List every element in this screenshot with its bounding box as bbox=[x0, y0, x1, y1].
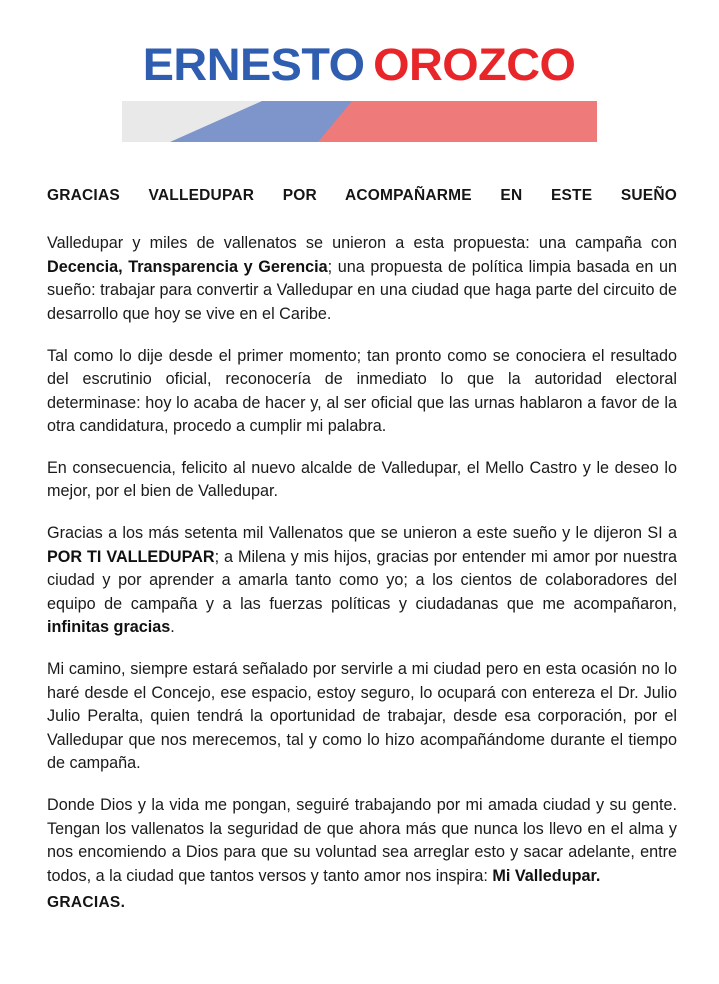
text-run: Tal como lo dije desde el primer momento; tan pronto como se conociera el resultado del escrutinio oficial, reconocería de inmediato lo que la autoridad electoral determinase: hoy lo acaba de hacer y, al ser oficial que las urnas hablaron a favor de la otra candidatura, procedo a cumplir mi palabra. bbox=[47, 346, 677, 436]
bar-red-segment bbox=[318, 101, 597, 142]
paragraph-2 bbox=[47, 345, 677, 439]
letter-body bbox=[47, 186, 677, 888]
text-run: Donde Dios y la vida me pongan, seguiré trabajando por mi amada ciudad y su gente. Tengan los vallenatos la seguridad de que ahora más que nunca los llevo en el alma y nos encomiendo a Dios para que su voluntad sea arreglar esto y sacar adelante, entre todos, a la ciudad que tantos versos y tanto amor nos inspira: bbox=[47, 796, 677, 885]
text-run: ; a Milena y mis hijos, gracias por entender mi amor por nuestra ciudad y por aprender a amarla tanto como yo; a los cientos de colaboradores del equipo de campaña y a las fuerzas políticas y ciudadanas que me acompañaron, bbox=[47, 547, 678, 613]
text-run: . bbox=[170, 618, 175, 637]
text-run: Mi camino, siempre estará señalado por servirle a mi ciudad pero en esta ocasión no lo haré desde el Concejo, ese espacio, estoy seguro, lo ocupará con entereza el Dr. Julio Julio Peralta, quien tendrá la oportunidad de trabajar, desde esa corporación, por el Valledupar que nos merecemos, tal y como lo hizo acompañándome durante el tiempo de campaña. bbox=[47, 660, 677, 773]
campaign-logo-wordmark bbox=[122, 38, 597, 90]
paragraph-4 bbox=[47, 522, 677, 640]
logo-first-name: ERNESTO bbox=[142, 38, 365, 90]
logo-last-name: OROZCO bbox=[373, 38, 576, 90]
emphasis-run: POR TI VALLEDUPAR bbox=[47, 547, 215, 566]
paragraph-3 bbox=[47, 457, 677, 504]
text-run: ; una propuesta de política limpia basada en un sueño: trabajar para convertir a Valledupar en una ciudad que haga parte del circuito de desarrollo que hoy se vive en el Caribe. bbox=[47, 257, 677, 323]
paragraph-5 bbox=[47, 658, 677, 776]
emphasis-run: infinitas gracias bbox=[47, 618, 171, 637]
letterhead bbox=[0, 0, 719, 160]
emphasis-run: Mi Valledupar. bbox=[492, 866, 601, 885]
text-run: Gracias a los más setenta mil Vallenatos que se unieron a este sueño y le dijeron SI a bbox=[47, 524, 677, 543]
paragraph-6 bbox=[47, 794, 677, 888]
page-title: GRACIAS VALLEDUPAR POR ACOMPAÑARME EN ESTE SUEÑO bbox=[47, 187, 677, 204]
emphasis-run: Decencia, Transparencia y Gerencia bbox=[47, 257, 328, 276]
logo-tricolor-bar-graphic bbox=[122, 101, 597, 142]
text-run: En consecuencia, felicito al nuevo alcalde de Valledupar, el Mello Castro y le deseo lo mejor, por el bien de Valledupar. bbox=[47, 458, 677, 501]
paragraph-1 bbox=[47, 232, 677, 326]
closing-salutation: GRACIAS. bbox=[47, 894, 126, 911]
tricolor-bar-svg bbox=[122, 101, 597, 142]
text-run: Valledupar y miles de vallenatos se unieron a esta propuesta: una campaña con bbox=[47, 234, 677, 253]
